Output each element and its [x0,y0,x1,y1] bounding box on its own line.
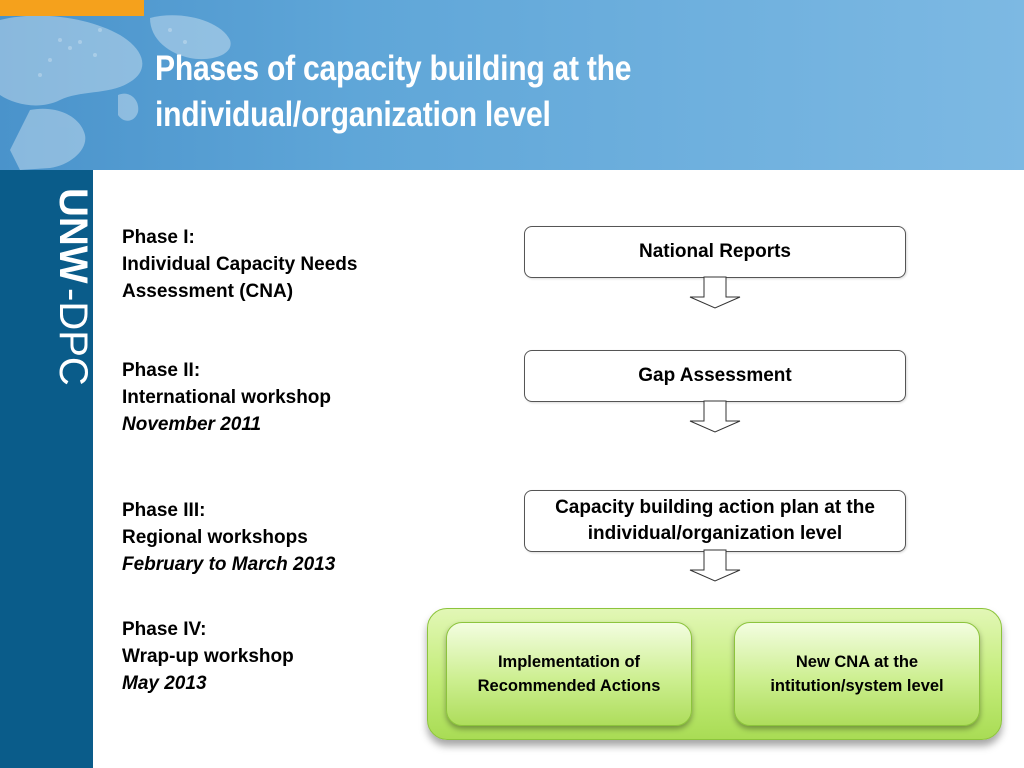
outcome-implementation: Implementation of Recommended Actions [446,622,692,726]
unw-dpc-logo [22,188,95,418]
phase-1 [122,224,422,305]
outcome-new-cna: New CNA at the intitution/system level [734,622,980,726]
phase-3-heading: Phase III: [122,500,206,521]
orange-accent-bar [0,0,144,16]
phase-4 [122,616,422,697]
phase-2-date: November 2011 [122,414,262,435]
phase-4-heading: Phase IV: [122,619,207,640]
phase-4-description: Wrap-up workshop [122,646,294,667]
flow-box-action-plan: Capacity building action plan at the individual/organization level [524,490,906,552]
phase-4-date: May 2013 [122,673,207,694]
phase-1-description: Individual Capacity Needs Assessment (CNA) [122,254,358,302]
down-arrow-icon [688,277,742,309]
logo-text-unw: UNW [51,188,95,284]
header-banner [0,0,1024,170]
flow-box-national-reports: National Reports [524,226,906,278]
down-arrow-icon [688,401,742,433]
phase-2-heading: Phase II: [122,360,201,381]
phase-3-description: Regional workshops [122,527,308,548]
phase-2 [122,357,422,438]
down-arrow-icon [688,550,742,582]
phase-1-heading: Phase I: [122,227,195,248]
logo-text-dpc: -DPC [51,288,95,386]
page-title: Phases of capacity building at the individual/organization level [155,49,632,134]
phase-3-date: February to March 2013 [122,554,336,575]
phase-3 [122,497,422,578]
phase-2-description: International workshop [122,387,332,408]
flow-box-gap-assessment: Gap Assessment [524,350,906,402]
